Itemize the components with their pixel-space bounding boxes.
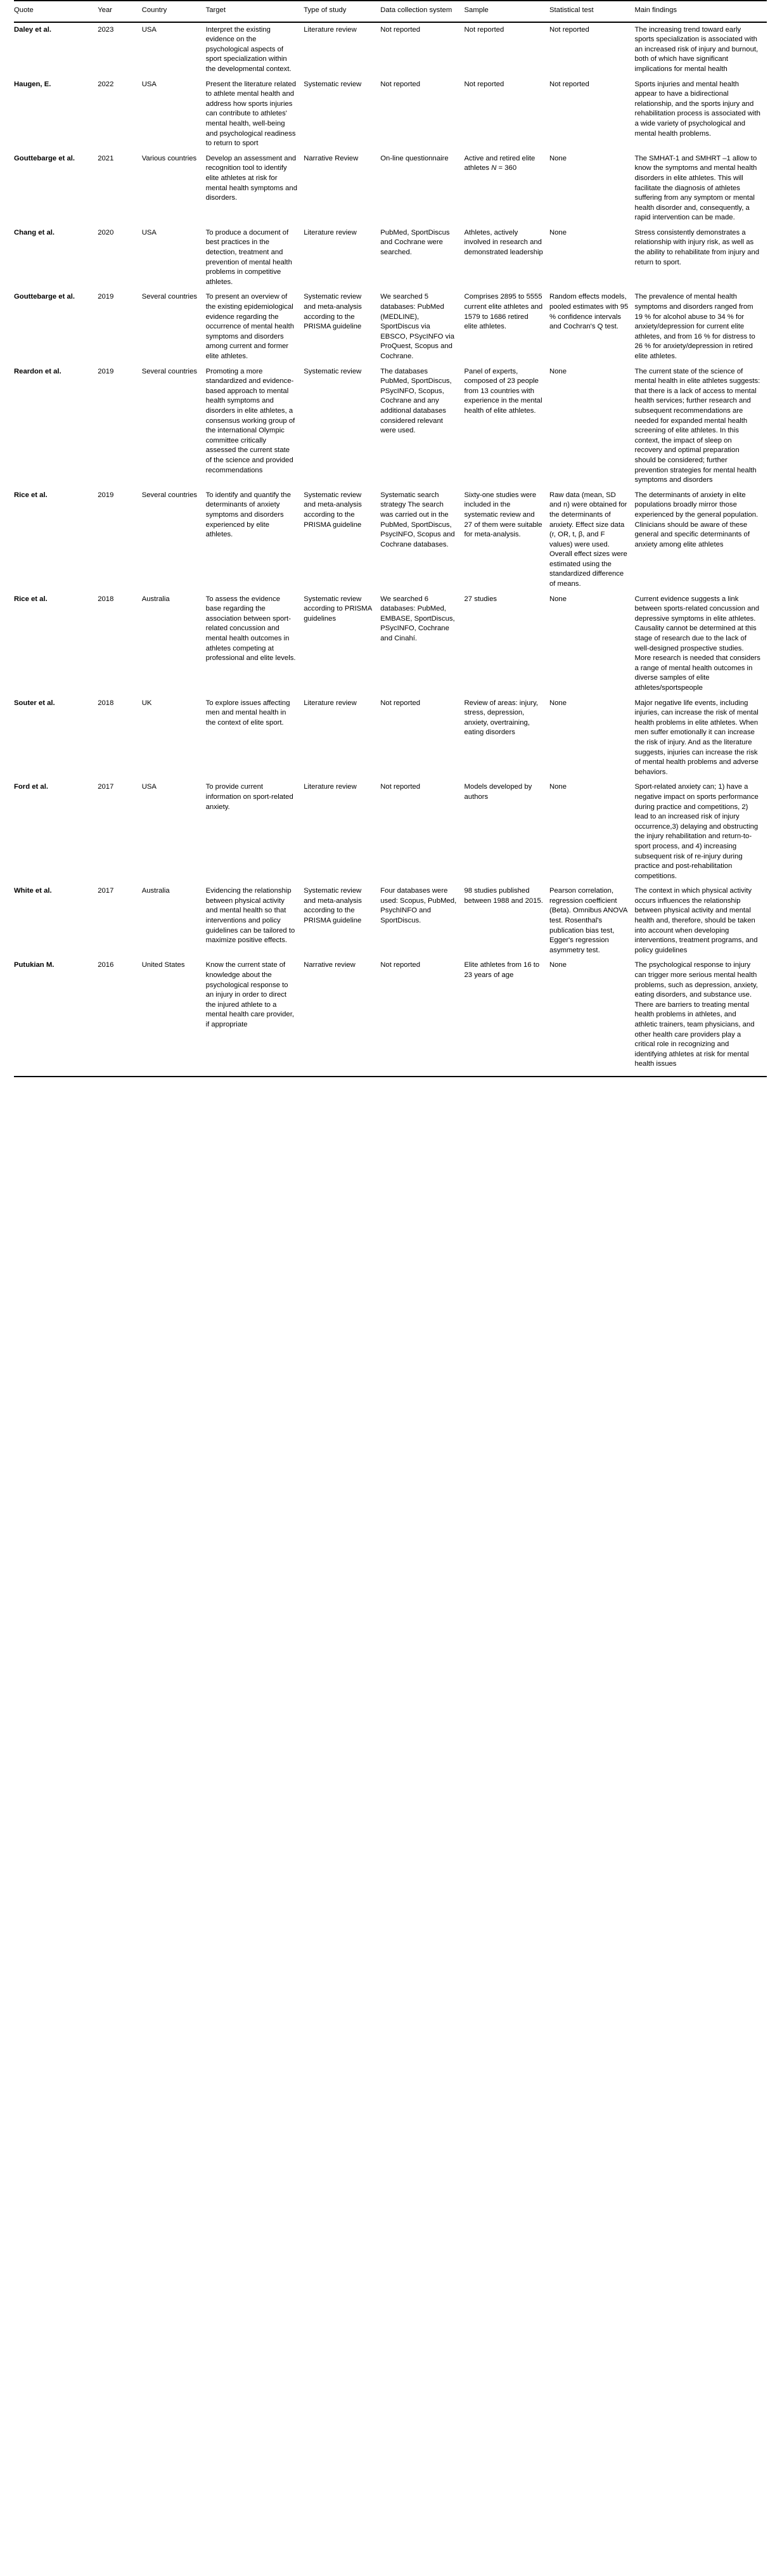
- table-head: [14, 1, 767, 22]
- cell-data: PubMed, SportDiscus and Cochrane were searched.: [380, 228, 450, 257]
- cell-target: To present an overview of the existing epidemiological evidence regarding the occurrence of mental health symptoms and disorders among current and former elite athletes.: [205, 293, 294, 360]
- studies-table: [14, 0, 767, 1077]
- table-row: [14, 77, 767, 152]
- cell-stat: None: [549, 958, 634, 1077]
- cell-stat: None: [549, 154, 567, 162]
- cell-quote: Chang et al.: [14, 228, 55, 236]
- cell-data: Not reported: [380, 783, 421, 791]
- cell-sample: Models developed by authors: [464, 783, 532, 801]
- cell-data: Not reported: [380, 958, 464, 1077]
- cell-data: Four databases were used: Scopus, PubMed, PsychINFO and SportDiscus.: [380, 887, 457, 925]
- cell-quote: Haugen, E.: [14, 80, 51, 88]
- column-header-main: Main findings: [634, 1, 767, 22]
- cell-target: Interpret the existing evidence on the psychological aspects of sport specialization within the developmental context.: [205, 25, 292, 73]
- cell-country: Several countries: [141, 491, 197, 499]
- cell-stat: None: [549, 228, 567, 236]
- cell-quote: Gouttebarge et al.: [14, 154, 75, 162]
- cell-type: Systematic review and meta-analysis according to the PRISMA guideline: [304, 491, 362, 529]
- cell-year: 2019: [98, 491, 114, 499]
- cell-year: 2016: [98, 958, 141, 1077]
- cell-target: To identify and quantify the determinants of anxiety symptoms and disorders experienced by elite athletes.: [205, 491, 291, 539]
- cell-stat: Random effects models, pooled estimates with 95 % confidence intervals and Cochran's Q test.: [549, 293, 629, 331]
- cell-type: Narrative Review: [304, 154, 359, 162]
- cell-data: Not reported: [380, 699, 421, 707]
- cell-target: Promoting a more standardized and evidence-based approach to mental health symptoms and disorders in elite athletes, a consensus working group of the international Olympic committee critically assessed the current state of the science and provided recommendations: [205, 367, 295, 474]
- cell-year: 2021: [98, 154, 114, 162]
- cell-main: The determinants of anxiety in elite populations broadly mirror those experienced by the general population. Clinicians should be aware of these general and specific determinants of anxiety among elite athletes: [634, 491, 759, 548]
- cell-data: The databases PubMed, SportDiscus, PSycINFO, Scopus, Cochrane and any additional databases considered relevant were used.: [380, 367, 452, 435]
- cell-stat: Not reported: [549, 80, 589, 88]
- cell-type: Literature review: [304, 699, 357, 707]
- cell-country: Several countries: [141, 367, 197, 375]
- cell-sample: Athletes, actively involved in research and demonstrated leadership: [464, 228, 543, 257]
- table-row: [14, 958, 767, 1077]
- cell-country: USA: [141, 228, 157, 236]
- cell-country: UK: [141, 699, 152, 707]
- table-row: [14, 780, 767, 884]
- cell-stat: Pearson correlation, regression coefficient (Beta). Omnibus ANOVA test. Rosenthal's publication bias test, Egger's regression asymmetry test.: [549, 887, 627, 954]
- column-header-target: Target: [206, 1, 304, 22]
- table-row: [14, 592, 767, 696]
- cell-data: Not reported: [380, 25, 421, 34]
- cell-quote: Rice et al.: [14, 595, 48, 603]
- cell-sample: Sixty-one studies were included in the systematic review and 27 of them were suitable for meta-analysis.: [464, 491, 542, 539]
- cell-country: Australia: [141, 887, 170, 895]
- cell-year: 2019: [98, 367, 114, 375]
- cell-target: To assess the evidence base regarding the association between sport-related concussion and mental health outcomes in athletes competing at professional and elite levels.: [205, 595, 296, 663]
- table-row: [14, 226, 767, 290]
- cell-quote: Ford et al.: [14, 783, 48, 791]
- cell-sample: 98 studies published between 1988 and 2015.: [464, 887, 543, 905]
- cell-stat: None: [549, 699, 567, 707]
- cell-stat: None: [549, 367, 567, 375]
- column-header-year: Year: [98, 1, 141, 22]
- cell-type: Narrative review: [304, 958, 380, 1077]
- cell-quote: Daley et al.: [14, 25, 52, 34]
- table-header-row: [14, 1, 767, 22]
- cell-quote: Gouttebarge et al.: [14, 293, 75, 301]
- cell-year: 2018: [98, 699, 114, 707]
- cell-data: Not reported: [380, 80, 421, 88]
- document-page: [0, 0, 782, 1077]
- cell-main: Sports injuries and mental health appear to have a bidirectional relationship, and the sports injury and rehabilitation process is associated with a wide variety of psychological and mental health problems.: [634, 80, 760, 138]
- cell-country: USA: [141, 25, 157, 34]
- cell-data: On-line questionnaire: [380, 154, 449, 162]
- cell-quote: Putukian M.: [14, 958, 98, 1077]
- column-header-type: Type of study: [304, 1, 380, 22]
- column-header-sample: Sample: [465, 1, 549, 22]
- cell-target: Know the current state of knowledge about the psychological response to an injury in order to direct the injured athlete to a mental health care provider, if appropriate: [206, 958, 304, 1077]
- cell-country: USA: [141, 80, 157, 88]
- cell-main: The context in which physical activity occurs influences the relationship between physical activity and mental health and, therefore, should be taken into account when developing interventions, treatment programs, and policy guidelines: [634, 887, 758, 954]
- cell-quote: Rice et al.: [14, 491, 48, 499]
- cell-main: The current state of the science of mental health in elite athletes suggests: that there is a lack of access to mental health services; further research and subsequent recommendations are needed for expanded mental health screening of elite athletes. In this context, the impact of sleep on recovery and optimal preparation should be considered; further prevention strategies for mental health symptoms and disorders: [634, 367, 760, 484]
- italic-symbol: N: [491, 164, 497, 172]
- cell-data: We searched 5 databases: PubMed (MEDLINE), SportDiscus via EBSCO, PSycINFO via ProQuest, Scopus and Cochrane.: [380, 293, 455, 360]
- cell-stat: None: [549, 595, 567, 603]
- cell-main: Sport-related anxiety can; 1) have a negative impact on sports performance during practice and competitions, 2) lead to an increased risk of injury occurrence,3) delaying and obstructing the injury rehabilitation and return-to-sport process, and 4) increasing subsequent risk of re-injury during practice and post-rehabilitation competitions.: [634, 783, 759, 880]
- cell-target: Evidencing the relationship between physical activity and mental health so that interventions and policy guidelines can be tailored to maximize positive effects.: [205, 887, 295, 945]
- cell-sample: Not reported: [464, 80, 504, 88]
- table-body: [14, 22, 767, 1077]
- cell-target: To produce a document of best practices in the detection, treatment and prevention of mental health problems in competitive athletes.: [205, 228, 292, 286]
- cell-sample: 27 studies: [464, 595, 497, 603]
- cell-year: 2023: [98, 25, 114, 34]
- cell-quote: Reardon et al.: [14, 367, 61, 375]
- table-row: [14, 22, 767, 77]
- cell-sample: Panel of experts, composed of 23 people from 13 countries with experience in the mental health of elite athletes.: [464, 367, 542, 415]
- column-header-stat: Statistical test: [549, 1, 634, 22]
- cell-type: Systematic review according to PRISMA guidelines: [304, 595, 372, 623]
- cell-main: Stress consistently demonstrates a relationship with injury risk, as well as the ability to rehabilitate from injury and return to sport.: [634, 228, 760, 266]
- table-row: [14, 696, 767, 780]
- table-row: [14, 488, 767, 592]
- cell-sample: Elite athletes from 16 to 23 years of age: [465, 958, 549, 1077]
- cell-year: 2017: [98, 783, 114, 791]
- cell-sample: Review of areas: injury, stress, depression, anxiety, overtraining, eating disorders: [464, 699, 539, 737]
- cell-target: To provide current information on sport-related anxiety.: [205, 783, 293, 811]
- cell-data: We searched 6 databases: PubMed, EMBASE, SportDiscus, PSycINFO, Cochrane and Cinahí.: [380, 595, 455, 643]
- cell-year: 2020: [98, 228, 114, 236]
- column-header-data: Data collection system: [380, 1, 464, 22]
- cell-year: 2017: [98, 887, 114, 895]
- cell-main: The increasing trend toward early sports specialization is associated with an increased risk of injury and burnout, both of which have significant implications for mental health: [634, 25, 759, 73]
- cell-quote: White et al.: [14, 887, 52, 895]
- cell-sample: Active and retired elite athletes N = 360: [464, 154, 535, 172]
- cell-sample: Not reported: [464, 25, 504, 34]
- column-header-quote: Quote: [14, 1, 98, 22]
- cell-stat: Not reported: [549, 25, 589, 34]
- cell-main: Current evidence suggests a link between sports-related concussion and depressive symptoms in elite athletes. Causality cannot be determined at this stage of research due to the lack of well-designed prospective studies. More research is needed that considers a range of mental health outcomes in diverse samples of elite athletes/sportspeople: [634, 595, 760, 692]
- cell-main: The prevalence of mental health symptoms and disorders ranged from 19 % for alcohol abuse to 34 % for anxiety/depression for current elite athletes, and from 16 % for distress to 26 % for anxiety/depression in retired elite athletes.: [634, 293, 755, 360]
- table-row: [14, 152, 767, 226]
- cell-data: Systematic search strategy The search was carried out in the PubMed, SportDiscus, PsycINFO, Scopus and Cochrane databases.: [380, 491, 455, 548]
- cell-country: USA: [141, 783, 157, 791]
- cell-type: Systematic review: [304, 367, 362, 375]
- cell-type: Systematic review and meta-analysis according to the PRISMA guideline: [304, 887, 362, 925]
- cell-country: Several countries: [141, 293, 197, 301]
- cell-year: 2022: [98, 80, 114, 88]
- cell-main: The psychological response to injury can trigger more serious mental health problems, such as depression, anxiety, eating disorders, and substance use. There are barriers to treating mental health problems in athletes, and athletic trainers, team physicians, and other health care providers play a critical role in recognizing and identifying athletes at risk for mental health issues: [634, 958, 767, 1077]
- column-header-country: Country: [142, 1, 206, 22]
- cell-target: To explore issues affecting men and mental health in the context of elite sport.: [205, 699, 290, 727]
- cell-country: Australia: [141, 595, 170, 603]
- cell-sample: Comprises 2895 to 5555 current elite athletes and 1579 to 1686 retired elite athletes.: [464, 293, 543, 331]
- cell-target: Present the literature related to athlete mental health and address how sports injuries can contribute to athletes' mental health, well-being and psychological readiness to return to sport: [205, 80, 297, 148]
- cell-year: 2019: [98, 293, 114, 301]
- table-row: [14, 884, 767, 958]
- cell-country: Various countries: [141, 154, 197, 162]
- cell-stat: Raw data (mean, SD and n) were obtained for the determinants of anxiety. Effect size data (r, OR, t, β, and F values) were used. Overall effect sizes were estimated using the standardized difference of means.: [549, 491, 627, 588]
- cell-stat: None: [549, 783, 567, 791]
- cell-type: Literature review: [304, 25, 357, 34]
- cell-target: Develop an assessment and recognition tool to identify elite athletes at risk for mental health symptoms and disorders.: [205, 154, 297, 202]
- cell-country: United States: [142, 958, 206, 1077]
- cell-quote: Souter et al.: [14, 699, 55, 707]
- cell-type: Systematic review: [304, 80, 362, 88]
- table-row: [14, 365, 767, 488]
- cell-type: Literature review: [304, 783, 357, 791]
- cell-type: Systematic review and meta-analysis according to the PRISMA guideline: [304, 293, 362, 331]
- cell-year: 2018: [98, 595, 114, 603]
- cell-main: Major negative life events, including injuries, can increase the risk of mental health problems in elite athletes. When men suffer emotionally it can increase the risk of injury. And as the literature suggests, injuries can increase the risk of mental health problems and adverse behaviors.: [634, 699, 759, 776]
- cell-type: Literature review: [304, 228, 357, 236]
- table-row: [14, 290, 767, 364]
- cell-main: The SMHAT-1 and SMHRT –1 allow to know the symptoms and mental health disorders in elite athletes. This will facilitate the diagnosis of athletes suffering from any symptom or mental health disorder and, consequently, a rapid intervention can be made.: [634, 154, 757, 222]
